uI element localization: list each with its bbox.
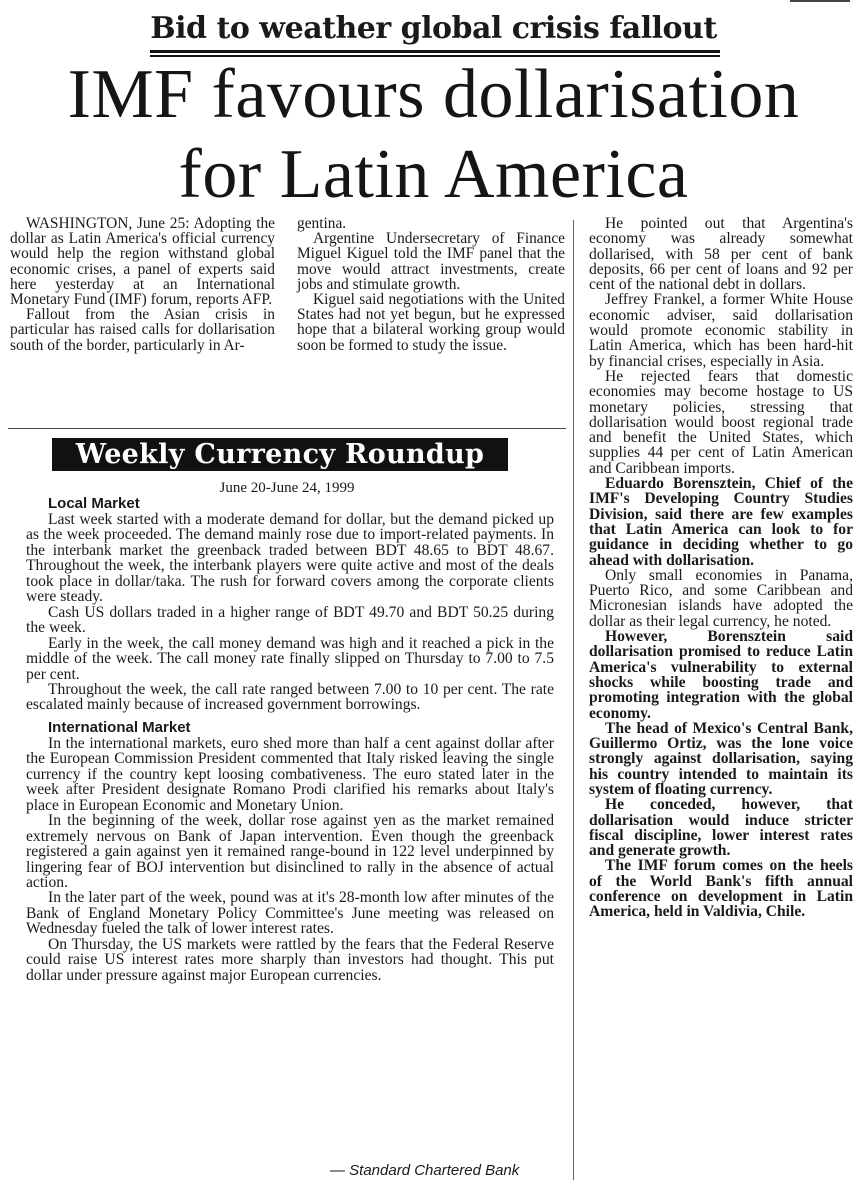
article-paragraph: However, Borensztein said dollarisation promised to reduce Latin America's vulnerability to external shocks while boosting trade and promoting integration with the global economy. <box>589 628 853 722</box>
headline-line-2: for Latin America <box>178 136 689 213</box>
kicker-headline: Bid to weather global crisis fallout <box>150 11 717 46</box>
roundup-credit: — Standard Chartered Bank <box>330 1162 520 1179</box>
article-paragraph: gentina. <box>297 215 347 232</box>
article-paragraph: The IMF forum comes on the heels of the World Bank's fifth annual conference on development in Latin America, held in Valdivia, Chile. <box>589 857 853 921</box>
roundup-paragraph: Cash US dollars traded in a higher range of BDT 49.70 and BDT 50.25 during the week. <box>26 603 554 637</box>
roundup-paragraph: On Thursday, the US markets were rattled by the fears that the Federal Reserve could raise US interest rates more sharply than investors had thought. This put dollar under pressure against major European currencies. <box>26 935 554 984</box>
roundup-paragraph: In the later part of the week, pound was at it's 28-month low after minutes of the Bank of England Monetary Policy Committee's June meeting was released on Wednesday fueled the talk of lower interest rates. <box>26 889 554 938</box>
international-market-heading: International Market <box>48 718 191 736</box>
article-paragraph: He conceded, however, that dollarisation would induce stricter fiscal discipline, lower interest rates and generate growth. <box>589 796 853 860</box>
top-edge-mark <box>790 0 850 2</box>
roundup-top-rule <box>8 428 566 429</box>
article-paragraph: He pointed out that Argentina's economy was already somewhat dollarised, with 58 per cent of bank deposits, 66 per cent of loans and 92 per cent of the national debt in dollars. <box>589 215 853 294</box>
article-paragraph: The head of Mexico's Central Bank, Guillermo Ortiz, was the lone voice strongly against dollarisation, saying his country intended to maintain its system of floating currency. <box>589 719 853 798</box>
article-paragraph: He rejected fears that domestic economies may become hostage to US monetary policies, stressing that dollarisation would boost regional trade and benefit the United States, which supplies 44 per cent of Latin American and Caribbean imports. <box>589 367 853 477</box>
article-column-3 <box>589 216 853 920</box>
article-paragraph: WASHINGTON, June 25: Adopting the dollar as Latin America's official currency would help the region withstand global economic crises, a panel of experts said here yesterday at an International Monetary Fund (IMF) forum, reports AFP. <box>10 215 275 309</box>
article-column-1 <box>10 216 275 353</box>
roundup-date: June 20-June 24, 1999 <box>219 480 355 496</box>
article-paragraph: Kiguel said negotiations with the United States had not yet begun, but he expressed hope that a bilateral working group would soon be formed to study the issue. <box>297 291 565 354</box>
roundup-paragraph: Throughout the week, the call rate ranged between 7.00 to 10 per cent. The rate escalated mainly because of increased government borrowings. <box>26 680 554 714</box>
headline-line-1: IMF favours dollarisation <box>67 56 800 133</box>
article-paragraph: Fallout from the Asian crisis in particular has raised calls for dollarisation south of the border, particularly in Ar- <box>10 306 275 354</box>
roundup-paragraph: In the international markets, euro shed more than half a cent against dollar after the European Commission President commented that Italy risked leaving the single currency if the country kept loosing combativeness. The euro stated later in the week after President designate Romano Prodi clarified his remarks about Italy's place in European Economic and Monetary Union. <box>26 734 554 814</box>
local-market-heading: Local Market <box>48 495 140 512</box>
roundup-body <box>26 495 554 983</box>
article-paragraph: Jeffrey Frankel, a former White House economic adviser, said dollarisation would promote economic stability in Latin America, which has been hard-hit by financial crises, especially in Asia. <box>589 291 853 370</box>
column-divider <box>573 220 574 1180</box>
article-paragraph: Argentine Undersecretary of Finance Miguel Kiguel told the IMF panel that the move would attract investments, create jobs and stimulate growth. <box>297 230 565 293</box>
roundup-paragraph: In the beginning of the week, dollar rose against yen as the market remained extremely nervous on Bank of Japan intervention. Even though the greenback registered a gain against yen it remained range-bound in 122 level underpinned by lingering fear of BOJ intervention but disinclined to rally in the absence of actual action. <box>26 812 554 891</box>
article-column-2 <box>297 216 565 353</box>
article-paragraph: Only small economies in Panama, Puerto Rico, and some Caribbean and Micronesian islands have adopted the dollar as their legal currency, he noted. <box>589 566 853 630</box>
kicker-underline <box>150 50 720 53</box>
roundup-paragraph: Last week started with a moderate demand for dollar, but the demand picked up as the week proceeded. The demand mainly rose due to import-related payments. In the interbank market the greenback traded between BDT 48.65 to BDT 48.67. Throughout the week, the interbank players were quite active and most of the deals took place in dollar/taka. The rush for forward covers among the corporate clients were steady. <box>26 511 554 606</box>
roundup-banner: Weekly Currency Roundup <box>52 438 508 471</box>
article-paragraph: Eduardo Borensztein, Chief of the IMF's Developing Country Studies Division, said there are few examples that Latin America can look to for guidance in deciding whether to go ahead with dollarisation. <box>589 475 853 569</box>
roundup-paragraph: Early in the week, the call money demand was high and it reached a pick in the middle of the week. The call money rate finally slipped on Thursday to 7.00 to 7.5 per cent. <box>26 634 554 683</box>
